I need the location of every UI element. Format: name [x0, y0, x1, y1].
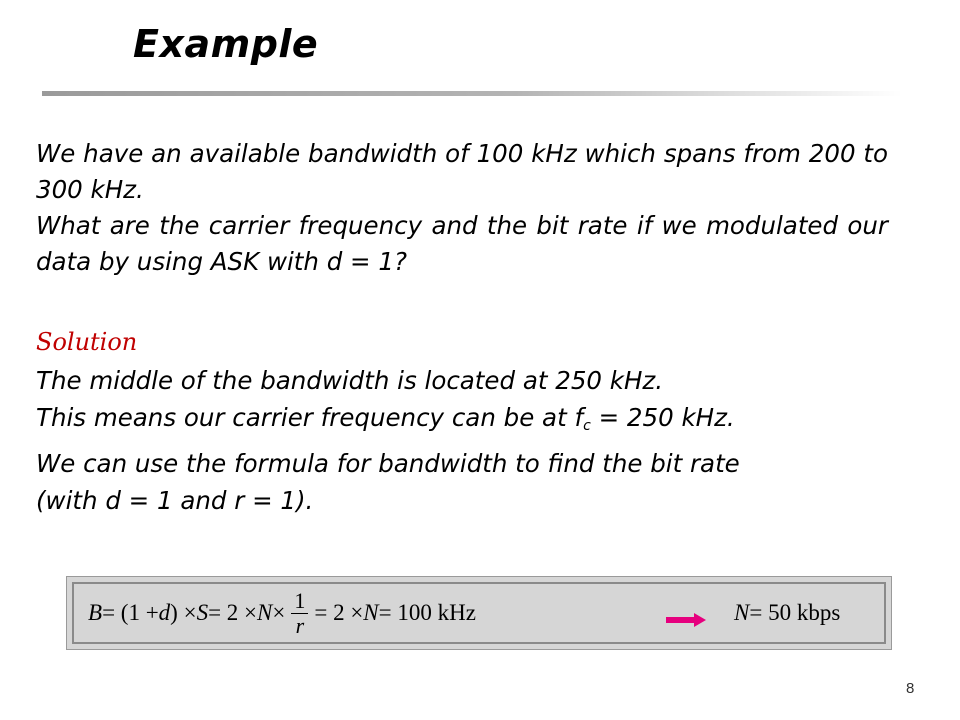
solution-line-2-prefix: This means our carrier frequency can be at f: [36, 403, 584, 432]
page-number: 8: [906, 680, 915, 697]
formula-seg-3: = 2 ×: [208, 600, 258, 625]
formula-var-d: d: [158, 600, 171, 625]
right-arrow-icon: [666, 613, 706, 627]
formula-var-n-2: N: [363, 600, 379, 625]
problem-line-2: What are the carrier frequency and the bit rate if we modulated our data by using ASK with d = 1?: [36, 211, 888, 276]
result-value: = 50 kbps: [749, 600, 841, 625]
formula-fraction: [291, 589, 308, 638]
fraction-denominator: r: [295, 612, 305, 638]
solution-text: [36, 362, 936, 519]
bandwidth-formula: [88, 584, 476, 642]
solution-label: Solution: [36, 328, 138, 356]
formula-var-s: S: [196, 600, 209, 625]
arrow-shaft: [666, 617, 696, 623]
formula-box: [66, 576, 892, 650]
solution-line-4: (with d = 1 and r = 1).: [36, 486, 314, 515]
fraction-numerator: 1: [291, 589, 308, 614]
solution-line-2-suffix: = 250 kHz.: [590, 403, 735, 432]
formula-var-n-1: N: [257, 600, 273, 625]
formula-seg-2: ) ×: [170, 600, 197, 625]
slide-title: Example: [133, 22, 319, 66]
result-var-n: N: [734, 600, 750, 625]
carrier-subscript: c: [583, 418, 591, 434]
formula-seg-1: = (1 +: [102, 600, 159, 625]
arrow-head: [694, 613, 706, 627]
formula-seg-5: = 2 ×: [314, 600, 364, 625]
title-divider: [42, 91, 902, 96]
bitrate-result: [734, 584, 840, 642]
formula-var-b: B: [88, 600, 103, 625]
formula-seg-6: = 100 kHz: [378, 600, 476, 625]
problem-line-1: We have an available bandwidth of 100 kHz which spans from 200 to 300 kHz.: [36, 139, 888, 204]
solution-line-2: [36, 399, 936, 445]
formula-seg-4: ×: [272, 600, 286, 625]
formula-frame: [72, 582, 886, 644]
problem-statement: [36, 136, 888, 280]
solution-line-1: The middle of the bandwidth is located at 250 kHz.: [36, 366, 664, 395]
solution-line-3: We can use the formula for bandwidth to find the bit rate: [36, 449, 740, 478]
